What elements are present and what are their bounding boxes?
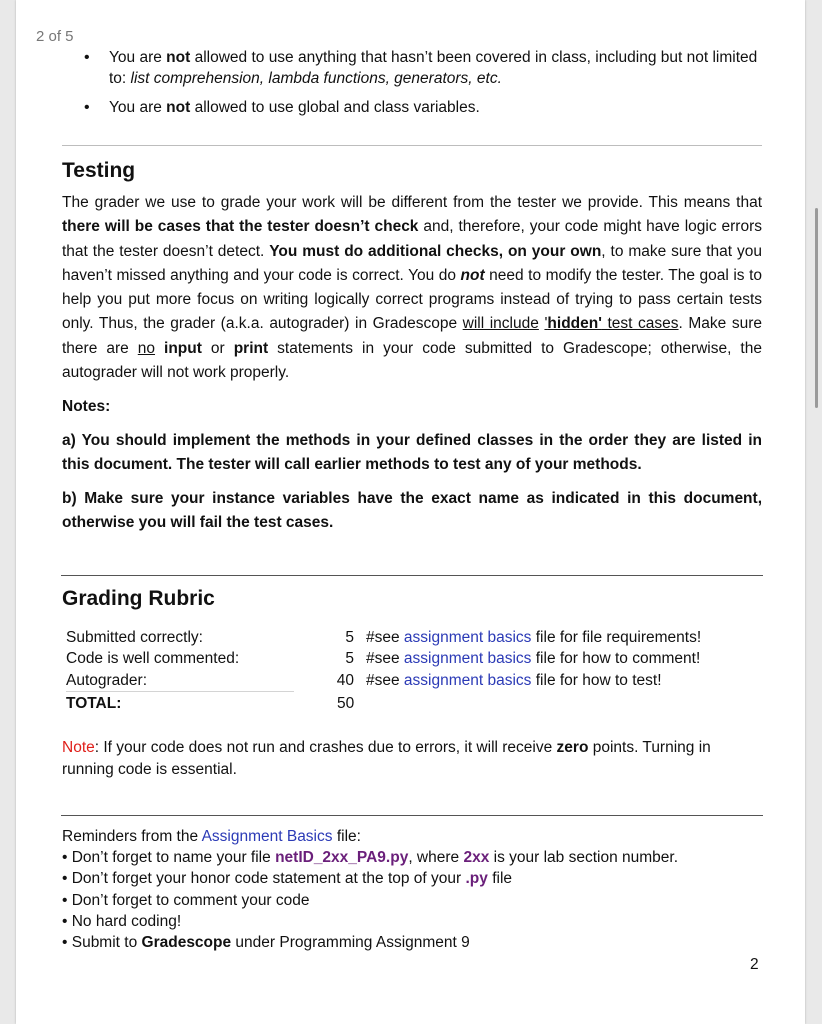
section-heading-testing: Testing — [62, 159, 136, 182]
rubric-table — [66, 627, 766, 714]
section-heading-rubric: Grading Rubric — [62, 587, 215, 610]
table-row-total: TOTAL: 50 — [66, 694, 355, 712]
assignment-basics-link[interactable]: assignment basics — [403, 650, 532, 668]
list-item: • Don’t forget to comment your code — [62, 891, 310, 909]
restrictions-list — [62, 47, 762, 118]
note-a: a) You should implement the methods in your defined classes in the order they are listed in this document. The tester will call earlier methods to test any of your methods. — [62, 431, 762, 474]
list-item: • You are not allowed to use anything that hasn’t been covered in class, including but not limited to: list comprehension, lambda functions, generators, etc. — [62, 47, 762, 89]
notes-label: Notes: — [62, 398, 111, 416]
assignment-basics-link[interactable]: Assignment Basics — [201, 828, 333, 845]
list-item: • You are not allowed to use global and class variables. — [62, 97, 762, 118]
testing-section — [62, 159, 762, 536]
table-row: Code is well commented: 5 #see assignment basics file for how to comment! — [66, 650, 701, 668]
rubric-note: Note: If your code does not run and crashes due to errors, it will receive zero points. Turning in running code is essential. — [62, 739, 711, 778]
table-row: Autograder: 40 #see assignment basics file for how to test! — [66, 671, 662, 689]
list-item: • No hard coding! — [62, 912, 182, 930]
note-b: b) Make sure your instance variables have the exact name as indicated in this document, otherwise you will fail the test cases. — [62, 489, 762, 532]
scrollbar[interactable] — [815, 208, 818, 408]
page-number: 2 — [750, 956, 759, 973]
divider — [61, 575, 763, 576]
assignment-basics-link[interactable]: assignment basics — [403, 629, 532, 646]
page-indicator: 2 of 5 — [36, 28, 74, 45]
list-item: • Don’t forget to name your file netID_2xx_PA9.py, where 2xx is your lab section number. — [62, 849, 679, 867]
table-row: Submitted correctly: 5 #see assignment basics file for file requirements! — [66, 629, 702, 646]
rubric-section — [62, 587, 762, 611]
reminders — [62, 826, 678, 953]
testing-paragraph: The grader we use to grade your work will be different from the tester we provide. This means that there will be cases that the tester doesn’t check and, therefore, your code might have logic errors that the tester doesn’t detect. You must do additional checks, on your own, to make sure that you haven’t missed anything and your code is correct. You do not need to modify the tester. The goal is to help you put more focus on writing logically correct programs instead of trying to pass certain tests only. Thus, the grader (a.k.a. autograder) in Gradescope will include 'hidden' test cases. Make sure there are no input or print statements in your code submitted to Gradescope; otherwise, the autograder will not work properly. — [62, 194, 763, 382]
list-item: • Don’t forget your honor code statement at the top of your .py file — [62, 870, 513, 888]
divider — [62, 145, 762, 146]
divider — [61, 815, 763, 816]
reminders-intro: Reminders from the Assignment Basics file: — [62, 828, 361, 845]
assignment-basics-link[interactable]: assignment basics — [403, 671, 532, 689]
divider — [66, 691, 294, 692]
list-item: • Submit to Gradescope under Programming Assignment 9 — [62, 934, 470, 952]
